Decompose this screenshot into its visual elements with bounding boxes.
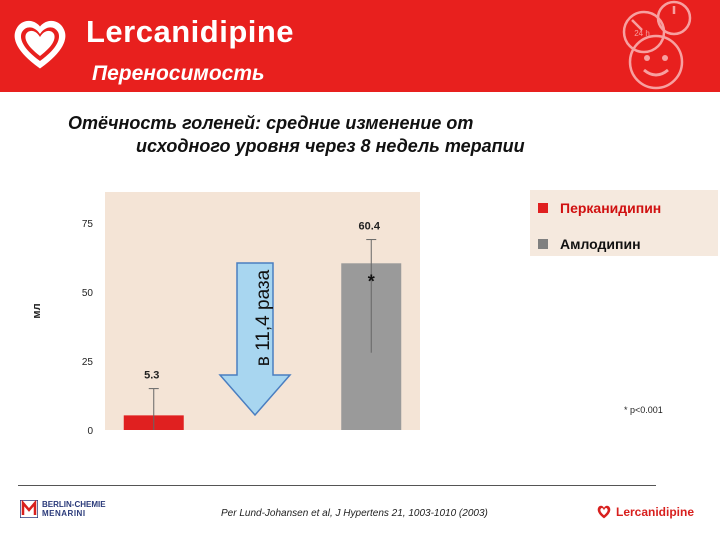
ratio-annotation: в 11,4 раза — [253, 269, 275, 367]
legend-swatch-lercanidipine — [538, 203, 548, 213]
value-label-1: 60.4 — [358, 220, 380, 233]
legend-item-lercanidipine — [538, 200, 661, 216]
footer-brand-label: Lercanidipine — [616, 505, 695, 519]
chart-legend — [530, 190, 718, 256]
legend-label-lercanidipine: Перканидипин — [560, 200, 662, 216]
footer-divider — [18, 485, 656, 486]
company-name-line-2: MENARINI — [42, 509, 86, 518]
headline-line-1: Отёчность голеней: средние изменение от — [68, 113, 474, 133]
berlin-chemie-logo — [20, 500, 106, 518]
berlin-chemie-mark-icon — [20, 500, 38, 518]
legend-item-amlodipine — [538, 236, 641, 252]
legend-label-amlodipine: Амлодипин — [560, 236, 641, 252]
heart-logo-icon — [10, 16, 70, 72]
chart-headline — [68, 112, 668, 158]
y-tick-label: 25 — [81, 357, 93, 368]
company-name-line-1: BERLIN-CHEMIE — [42, 500, 106, 509]
headline-line-2: исходного уровня через 8 недель терапии — [136, 136, 525, 156]
brand-title: Lercanidipine — [86, 14, 295, 49]
header-banner — [0, 0, 720, 92]
significance-marker: * — [367, 271, 375, 292]
y-tick-label: 0 — [87, 426, 93, 437]
y-tick-label: 50 — [81, 288, 93, 299]
significance-footnote: * p<0.001 — [624, 405, 663, 415]
y-tick-label: 75 — [81, 219, 93, 230]
footer-heart-icon — [596, 504, 612, 520]
clock-smiley-decoration-icon — [612, 0, 720, 96]
footer-brand — [596, 504, 694, 520]
legend-swatch-amlodipine — [538, 239, 548, 249]
y-axis-label: мл — [31, 303, 43, 319]
page-subtitle: Переносимость — [92, 62, 265, 85]
value-label-0: 5.3 — [144, 369, 160, 382]
reference-citation: Per Lund-Johansen et al, J Hypertens 21, 1003-1010 (2003) — [221, 508, 488, 519]
clock-badge-text: 24 h — [634, 29, 650, 38]
